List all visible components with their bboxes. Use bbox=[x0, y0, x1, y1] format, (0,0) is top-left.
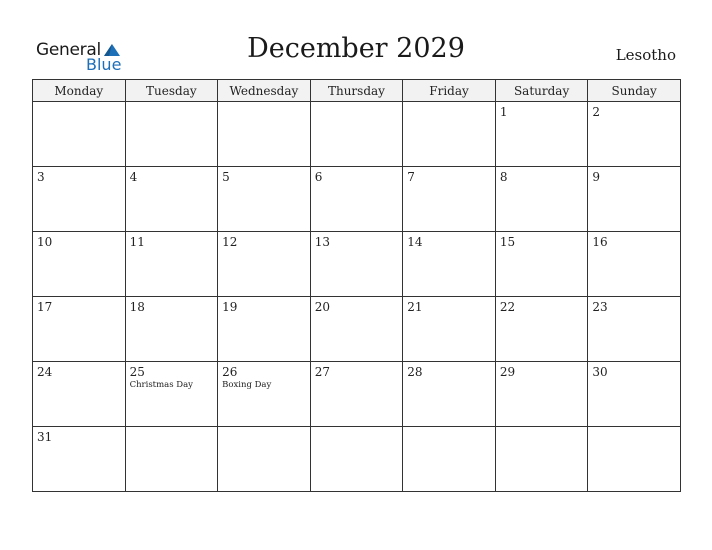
day-number: 15 bbox=[499, 235, 516, 249]
day-number: 22 bbox=[499, 300, 516, 314]
day-cell bbox=[495, 297, 588, 362]
day-cell bbox=[125, 102, 218, 167]
week-row bbox=[33, 102, 681, 167]
day-cell bbox=[588, 102, 681, 167]
logo-text-blue: Blue bbox=[86, 55, 122, 74]
day-cell bbox=[33, 297, 126, 362]
day-number: 12 bbox=[222, 235, 238, 249]
day-number: 20 bbox=[314, 300, 330, 314]
week-row bbox=[33, 427, 681, 492]
day-cell bbox=[33, 167, 126, 232]
day-number: 10 bbox=[37, 235, 53, 249]
day-cell bbox=[33, 362, 126, 427]
day-cell bbox=[310, 427, 403, 492]
day-number: 23 bbox=[592, 300, 608, 314]
calendar-grid bbox=[32, 79, 681, 492]
day-cell bbox=[310, 102, 403, 167]
day-number: 4 bbox=[129, 170, 138, 184]
day-cell bbox=[218, 297, 311, 362]
weekday-header: Wednesday bbox=[218, 80, 311, 102]
day-number: 18 bbox=[129, 300, 145, 314]
day-cell bbox=[310, 297, 403, 362]
day-number: 25 bbox=[129, 365, 145, 379]
day-cell bbox=[495, 362, 588, 427]
day-number: 7 bbox=[407, 170, 415, 184]
day-cell bbox=[125, 297, 218, 362]
day-cell bbox=[125, 362, 218, 427]
day-number: 16 bbox=[592, 235, 608, 249]
weekday-header-row bbox=[33, 80, 681, 102]
day-cell bbox=[218, 362, 311, 427]
holiday-label: Christmas Day bbox=[129, 380, 193, 390]
day-cell bbox=[403, 167, 496, 232]
day-number: 14 bbox=[407, 235, 423, 249]
day-cell bbox=[310, 232, 403, 297]
day-cell bbox=[403, 232, 496, 297]
day-cell bbox=[588, 297, 681, 362]
day-cell bbox=[403, 427, 496, 492]
day-cell bbox=[33, 232, 126, 297]
weekday-header: Monday bbox=[33, 80, 126, 102]
day-cell bbox=[125, 167, 218, 232]
day-number: 24 bbox=[37, 365, 53, 379]
day-cell bbox=[495, 232, 588, 297]
day-cell bbox=[218, 232, 311, 297]
day-number: 11 bbox=[129, 235, 145, 249]
day-cell bbox=[125, 232, 218, 297]
day-number: 21 bbox=[407, 300, 423, 314]
day-cell bbox=[403, 102, 496, 167]
weekday-header: Tuesday bbox=[125, 80, 218, 102]
day-cell bbox=[310, 362, 403, 427]
day-number: 3 bbox=[37, 170, 45, 184]
day-cell bbox=[495, 167, 588, 232]
day-cell bbox=[588, 362, 681, 427]
day-number: 28 bbox=[407, 365, 423, 379]
day-cell bbox=[33, 102, 126, 167]
week-row bbox=[33, 167, 681, 232]
week-row bbox=[33, 232, 681, 297]
day-cell bbox=[403, 297, 496, 362]
day-number: 6 bbox=[314, 170, 323, 184]
day-number: 27 bbox=[314, 365, 330, 379]
day-number: 8 bbox=[499, 170, 508, 184]
week-row bbox=[33, 362, 681, 427]
logo-text-general: General bbox=[36, 40, 101, 60]
day-cell bbox=[218, 102, 311, 167]
day-number: 30 bbox=[592, 365, 608, 379]
day-number: 1 bbox=[499, 105, 508, 119]
day-cell bbox=[125, 427, 218, 492]
day-cell bbox=[588, 427, 681, 492]
day-cell bbox=[218, 167, 311, 232]
weekday-header: Thursday bbox=[310, 80, 403, 102]
day-number: 26 bbox=[222, 365, 238, 379]
day-cell bbox=[495, 102, 588, 167]
week-row bbox=[33, 297, 681, 362]
day-number: 9 bbox=[592, 170, 601, 184]
day-number: 13 bbox=[314, 235, 330, 249]
weekday-header: Friday bbox=[403, 80, 496, 102]
day-cell bbox=[218, 427, 311, 492]
holiday-label: Boxing Day bbox=[222, 380, 272, 390]
day-cell bbox=[33, 427, 126, 492]
page-title: December 2029 bbox=[247, 33, 465, 64]
day-cell bbox=[403, 362, 496, 427]
day-number: 29 bbox=[499, 365, 516, 379]
weekday-header: Sunday bbox=[588, 80, 681, 102]
day-cell bbox=[588, 167, 681, 232]
day-cell bbox=[495, 427, 588, 492]
day-number: 19 bbox=[222, 300, 238, 314]
day-cell bbox=[310, 167, 403, 232]
weekday-header: Saturday bbox=[495, 80, 588, 102]
day-cell bbox=[588, 232, 681, 297]
country-label: Lesotho bbox=[615, 46, 676, 64]
day-number: 2 bbox=[592, 105, 601, 119]
day-number: 5 bbox=[222, 170, 230, 184]
day-number: 17 bbox=[37, 300, 53, 314]
day-number: 31 bbox=[37, 430, 53, 444]
